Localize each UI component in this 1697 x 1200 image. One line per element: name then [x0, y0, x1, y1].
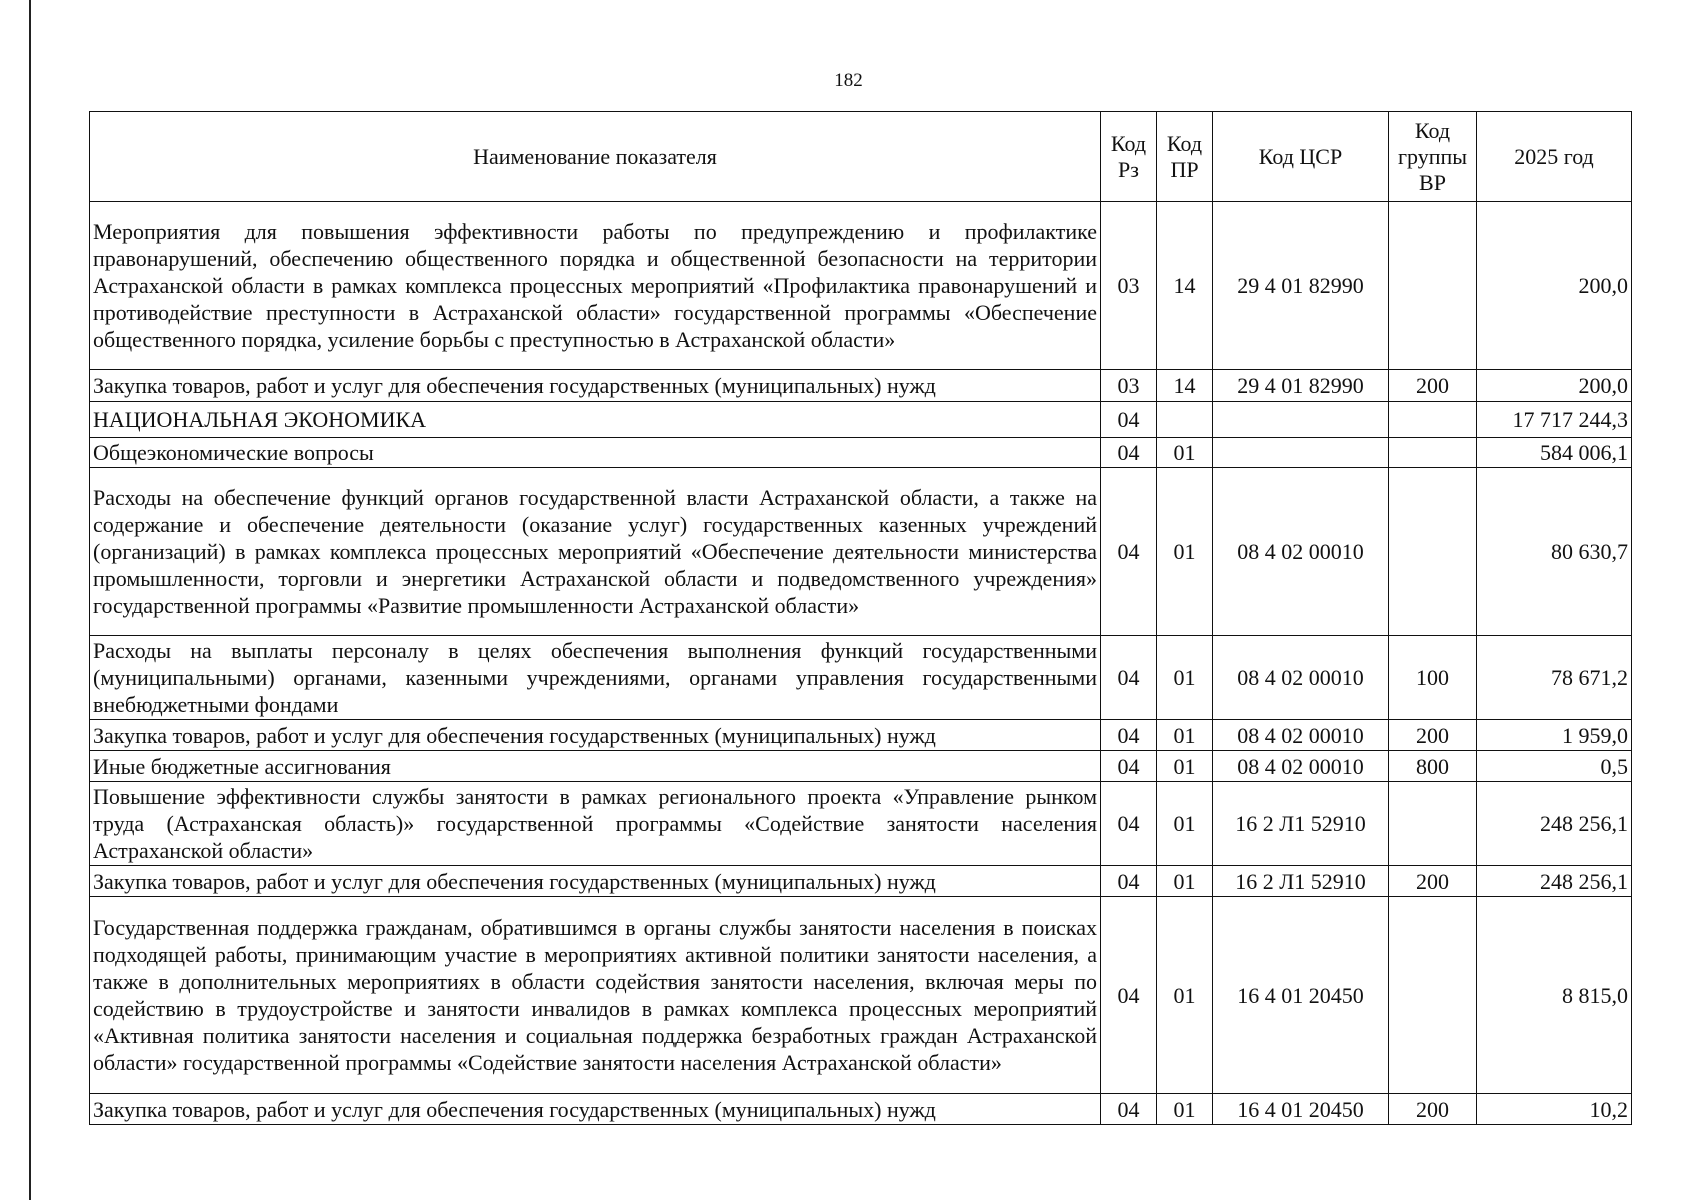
- cell-rz: 04: [1101, 751, 1157, 782]
- cell-amount: 8 815,0: [1477, 897, 1632, 1094]
- cell-rz: 04: [1101, 720, 1157, 751]
- header-vr: Код группы ВР: [1389, 112, 1477, 202]
- table-row: [90, 202, 1632, 370]
- cell-name: Закупка товаров, работ и услуг для обеспечения государственных (муниципальных) нужд: [90, 1094, 1101, 1125]
- cell-name: Мероприятия для повышения эффективности работы по предупреждению и профилактике правонарушений, обеспечению общественного порядка и общественной безопасности на территории Астраханской области в рамках комплекса процессных мероприятий «Профилактика правонарушений и противодействие преступности в Астраханской области» государственной программы «Обеспечение общественного порядка, усиление борьбы с преступностью в Астраханской области»: [90, 202, 1101, 370]
- cell-name: Повышение эффективности службы занятости в рамках регионального проекта «Управление рынком труда (Астраханская область)» государственной программы «Содействие занятости населения Астраханской области»: [90, 782, 1101, 866]
- binding-margin-line: [29, 0, 31, 1200]
- cell-pr: 01: [1157, 438, 1213, 468]
- table-header: [90, 112, 1632, 202]
- cell-name: Расходы на выплаты персоналу в целях обеспечения выполнения функций государственными (муниципальными) органами, казенными учреждениями, органами управления государственными внебюджетными фондами: [90, 636, 1101, 720]
- header-pr: Код ПР: [1157, 112, 1213, 202]
- cell-amount: 584 006,1: [1477, 438, 1632, 468]
- cell-rz: 04: [1101, 438, 1157, 468]
- cell-pr: 01: [1157, 866, 1213, 897]
- cell-amount: 0,5: [1477, 751, 1632, 782]
- table-row: [90, 468, 1632, 636]
- cell-amount: 80 630,7: [1477, 468, 1632, 636]
- table-row: [90, 782, 1632, 866]
- cell-csr: 16 2 Л1 52910: [1213, 782, 1389, 866]
- cell-amount: 78 671,2: [1477, 636, 1632, 720]
- cell-vr: 200: [1389, 370, 1477, 402]
- table-row: [90, 751, 1632, 782]
- cell-rz: 04: [1101, 866, 1157, 897]
- cell-pr: 14: [1157, 202, 1213, 370]
- cell-csr: 16 4 01 20450: [1213, 1094, 1389, 1125]
- header-name: Наименование показателя: [90, 112, 1101, 202]
- cell-name: НАЦИОНАЛЬНАЯ ЭКОНОМИКА: [90, 402, 1101, 438]
- cell-pr: 14: [1157, 370, 1213, 402]
- cell-vr: [1389, 897, 1477, 1094]
- budget-table: [89, 111, 1632, 1125]
- cell-rz: 04: [1101, 897, 1157, 1094]
- cell-rz: 03: [1101, 202, 1157, 370]
- header-year: 2025 год: [1477, 112, 1632, 202]
- cell-vr: [1389, 782, 1477, 866]
- cell-vr: [1389, 438, 1477, 468]
- cell-csr: [1213, 438, 1389, 468]
- cell-vr: [1389, 202, 1477, 370]
- cell-rz: 04: [1101, 636, 1157, 720]
- cell-pr: 01: [1157, 897, 1213, 1094]
- cell-pr: 01: [1157, 782, 1213, 866]
- cell-vr: 100: [1389, 636, 1477, 720]
- table-row: [90, 897, 1632, 1094]
- cell-amount: 248 256,1: [1477, 782, 1632, 866]
- cell-vr: [1389, 468, 1477, 636]
- cell-csr: 16 4 01 20450: [1213, 897, 1389, 1094]
- cell-vr: 800: [1389, 751, 1477, 782]
- cell-pr: 01: [1157, 468, 1213, 636]
- page-number: 182: [834, 70, 863, 91]
- cell-rz: 03: [1101, 370, 1157, 402]
- cell-csr: 16 2 Л1 52910: [1213, 866, 1389, 897]
- header-csr: Код ЦСР: [1213, 112, 1389, 202]
- cell-csr: 08 4 02 00010: [1213, 636, 1389, 720]
- cell-vr: 200: [1389, 720, 1477, 751]
- cell-pr: 01: [1157, 1094, 1213, 1125]
- cell-vr: 200: [1389, 866, 1477, 897]
- table-row: [90, 720, 1632, 751]
- cell-csr: 29 4 01 82990: [1213, 202, 1389, 370]
- cell-vr: [1389, 402, 1477, 438]
- table-row: [90, 1094, 1632, 1125]
- cell-amount: 200,0: [1477, 202, 1632, 370]
- cell-pr: [1157, 402, 1213, 438]
- cell-name: Иные бюджетные ассигнования: [90, 751, 1101, 782]
- table-row: [90, 402, 1632, 438]
- cell-csr: 08 4 02 00010: [1213, 468, 1389, 636]
- cell-rz: 04: [1101, 1094, 1157, 1125]
- table-body: [90, 202, 1632, 1125]
- cell-rz: 04: [1101, 402, 1157, 438]
- table-row: [90, 866, 1632, 897]
- cell-vr: 200: [1389, 1094, 1477, 1125]
- cell-name: Закупка товаров, работ и услуг для обеспечения государственных (муниципальных) нужд: [90, 866, 1101, 897]
- cell-amount: 248 256,1: [1477, 866, 1632, 897]
- cell-amount: 200,0: [1477, 370, 1632, 402]
- table-row: [90, 636, 1632, 720]
- cell-csr: 08 4 02 00010: [1213, 751, 1389, 782]
- cell-amount: 1 959,0: [1477, 720, 1632, 751]
- cell-rz: 04: [1101, 782, 1157, 866]
- cell-amount: 10,2: [1477, 1094, 1632, 1125]
- cell-name: Закупка товаров, работ и услуг для обеспечения государственных (муниципальных) нужд: [90, 370, 1101, 402]
- table-row: [90, 370, 1632, 402]
- cell-name: Закупка товаров, работ и услуг для обеспечения государственных (муниципальных) нужд: [90, 720, 1101, 751]
- cell-name: Государственная поддержка гражданам, обратившимся в органы службы занятости населения в поисках подходящей работы, принимающим участие в мероприятиях активной политики занятости населения, а также в дополнительных мероприятиях в области содействия занятости населения, включая меры по содействию в трудоустройстве и занятости инвалидов в рамках комплекса процессных мероприятий «Активная политика занятости населения и социальная поддержка безработных граждан Астраханской области» государственной программы «Содействие занятости населения Астраханской области»: [90, 897, 1101, 1094]
- header-rz: Код Рз: [1101, 112, 1157, 202]
- table-row: [90, 438, 1632, 468]
- cell-csr: 29 4 01 82990: [1213, 370, 1389, 402]
- cell-name: Общеэкономические вопросы: [90, 438, 1101, 468]
- cell-name: Расходы на обеспечение функций органов государственной власти Астраханской области, а также на содержание и обеспечение деятельности (оказание услуг) государственных казенных учреждений (организаций) в рамках комплекса процессных мероприятий «Обеспечение деятельности министерства промышленности, торговли и энергетики Астраханской области и подведомственного учреждения» государственной программы «Развитие промышленности Астраханской области»: [90, 468, 1101, 636]
- cell-rz: 04: [1101, 468, 1157, 636]
- cell-csr: [1213, 402, 1389, 438]
- cell-pr: 01: [1157, 720, 1213, 751]
- cell-csr: 08 4 02 00010: [1213, 720, 1389, 751]
- cell-pr: 01: [1157, 636, 1213, 720]
- cell-amount: 17 717 244,3: [1477, 402, 1632, 438]
- cell-pr: 01: [1157, 751, 1213, 782]
- header-row: [90, 112, 1632, 202]
